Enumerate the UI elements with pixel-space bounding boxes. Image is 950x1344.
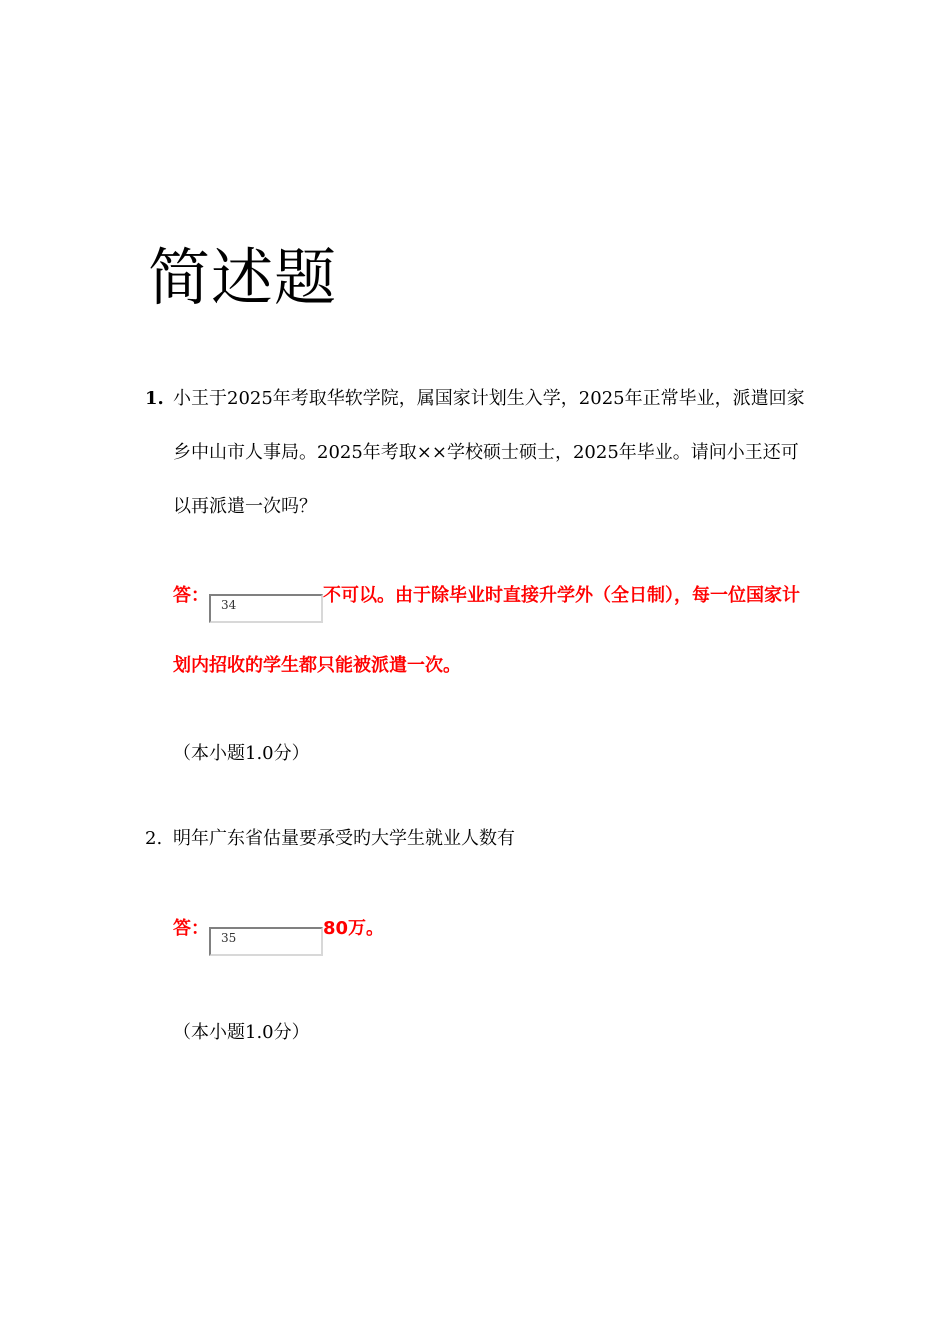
question-number: 1.: [145, 388, 164, 409]
answer-label: 答：: [173, 918, 209, 939]
answer-label: 答：: [173, 585, 209, 606]
answer-text: 80万。: [323, 918, 385, 939]
score-note: （本小题1.0分）: [173, 1022, 310, 1043]
answer-line: [173, 561, 813, 701]
question-number: 2.: [145, 828, 163, 849]
page-title: 简述题: [148, 241, 338, 314]
score-note: （本小题1.0分）: [173, 743, 310, 764]
question-text: 明年广东省估量要承受旳大学生就业人数有: [173, 828, 515, 849]
answer-text: 不可以。由于除毕业时直接升学外（全日制），每一位国家计划内招收的学生都只能被派遣一次。: [173, 585, 800, 676]
answer-line: [173, 894, 813, 964]
question-text: 小王于2025年考取华软学院，属国家计划生入学，2025年正常毕业，派遣回家乡中山市人事局。2025年考取××学校硕士硕士，2025年毕业。请问小王还可以再派遣一次吗？: [173, 388, 805, 517]
answer-input[interactable]: 34: [209, 594, 323, 623]
answer-input[interactable]: 35: [209, 927, 323, 956]
